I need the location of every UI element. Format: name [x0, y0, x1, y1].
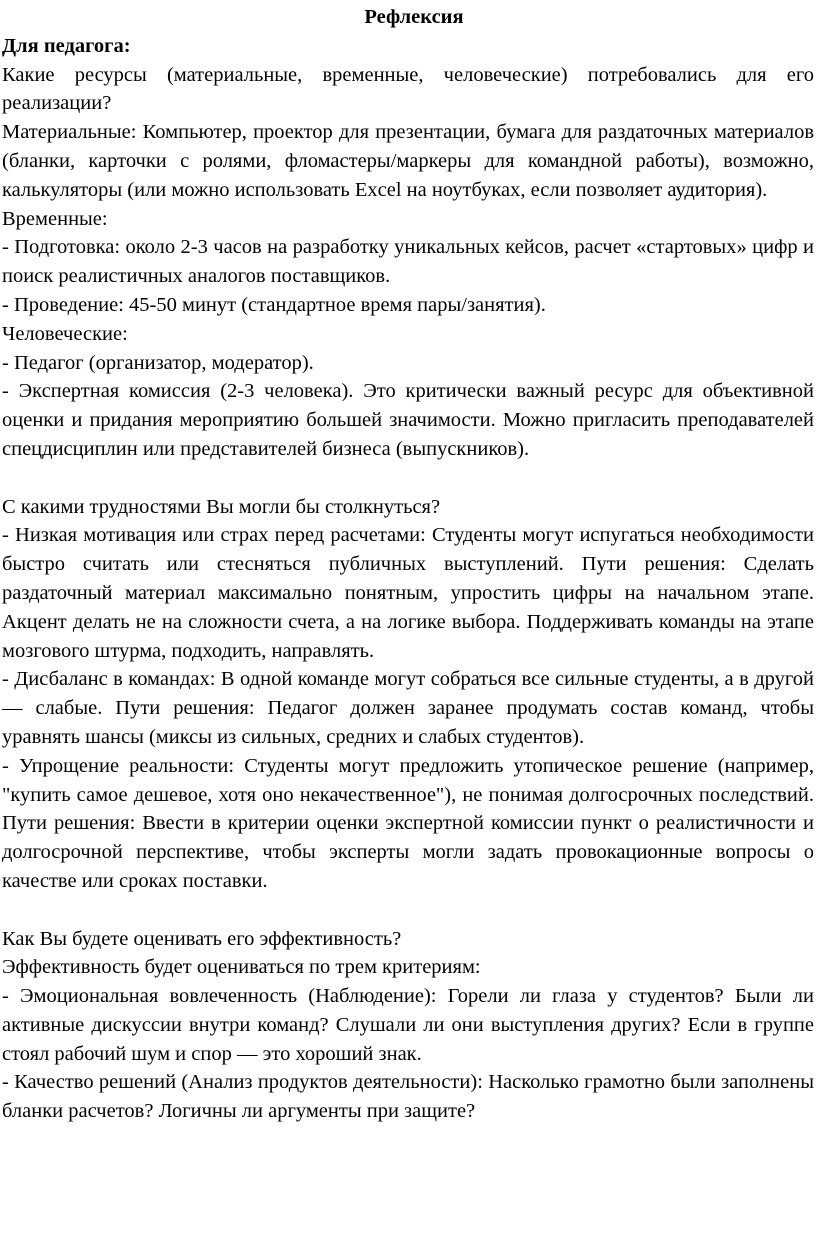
- paragraph-time-heading: Временные:: [2, 207, 108, 230]
- paragraph-material-resources: Материальные: Компьютер, проектор для презентации, бумага для раздаточных материалов (бланки, карточки с ролями, фломастеры/маркеры для командной работы), возможно, калькуляторы (или можно использовать Excel на ноутбуках, если позволяет аудитория).: [2, 121, 814, 201]
- paragraph-effectiveness-question: Как Вы будете оценивать его эффективность?: [2, 927, 402, 950]
- paragraph-emotional-engagement: - Эмоциональная вовлеченность (Наблюдение): Горели ли глаза у студентов? Были ли активные дискуссии внутри команд? Слушали ли они выступления других? Если в группе стоял рабочий шум и спор — это хороший знак.: [2, 985, 814, 1065]
- paragraph-preparation: - Подготовка: около 2-3 часов на разработку уникальных кейсов, расчет «стартовых» цифр и поиск реалистичных аналогов поставщиков.: [2, 236, 814, 288]
- blank-line: [2, 896, 814, 925]
- paragraph-simplification: - Упрощение реальности: Студенты могут предложить утопическое решение (например, "купить самое дешевое, хотя оно некачественное"), не понимая долгосрочных последствий. Пути решения: Ввести в критерии оценки экспертной комиссии пункт о реалистичности и долгосрочной перспективе, чтобы эксперты могли задать провокационные вопросы о качестве или сроках поставки.: [2, 754, 814, 892]
- paragraph-teacher: - Педагог (организатор, модератор).: [2, 351, 314, 374]
- paragraph-criteria-intro: Эффективность будет оцениваться по трем критериям:: [2, 956, 481, 979]
- section-subtitle: Для педагога:: [2, 34, 131, 57]
- paragraph-expert-commission: - Экспертная комиссия (2-3 человека). Это критически важный ресурс для объективной оценки и придания мероприятию большей значимости. Можно пригласить преподавателей спецдисциплин или представителей бизнеса (выпускников).: [2, 380, 814, 460]
- paragraph-team-imbalance: - Дисбаланс в командах: В одной команде могут собраться все сильные студенты, а в другой — слабые. Пути решения: Педагог должен заранее продумать состав команд, чтобы уравнять шансы (миксы из сильных, средних и слабых студентов).: [2, 668, 814, 748]
- blank-line: [2, 464, 814, 493]
- paragraph-solution-quality: - Качество решений (Анализ продуктов деятельности): Насколько грамотно были заполнены бланки расчетов? Логичны ли аргументы при защите?: [2, 1071, 814, 1123]
- page-title: Рефлексия: [364, 6, 464, 28]
- paragraph-difficulties-question: С какими трудностями Вы могли бы столкнуться?: [2, 495, 441, 518]
- paragraph-low-motivation: - Низкая мотивация или страх перед расчетами: Студенты могут испугаться необходимости быстро считать или стесняться публичных выступлений. Пути решения: Сделать раздаточный материал максимально понятным, упростить цифры на начальном этапе. Акцент делать не на сложности счета, а на логике выбора. Поддерживать команды на этапе мозгового штурма, подходить, направлять.: [2, 524, 814, 662]
- paragraph-conduct: - Проведение: 45-50 минут (стандартное время пары/занятия).: [2, 293, 546, 316]
- paragraph-human-heading: Человеческие:: [2, 322, 128, 345]
- paragraph-resources-question: Какие ресурсы (материальные, временные, человеческие) потребовались для его реализации?: [2, 63, 814, 115]
